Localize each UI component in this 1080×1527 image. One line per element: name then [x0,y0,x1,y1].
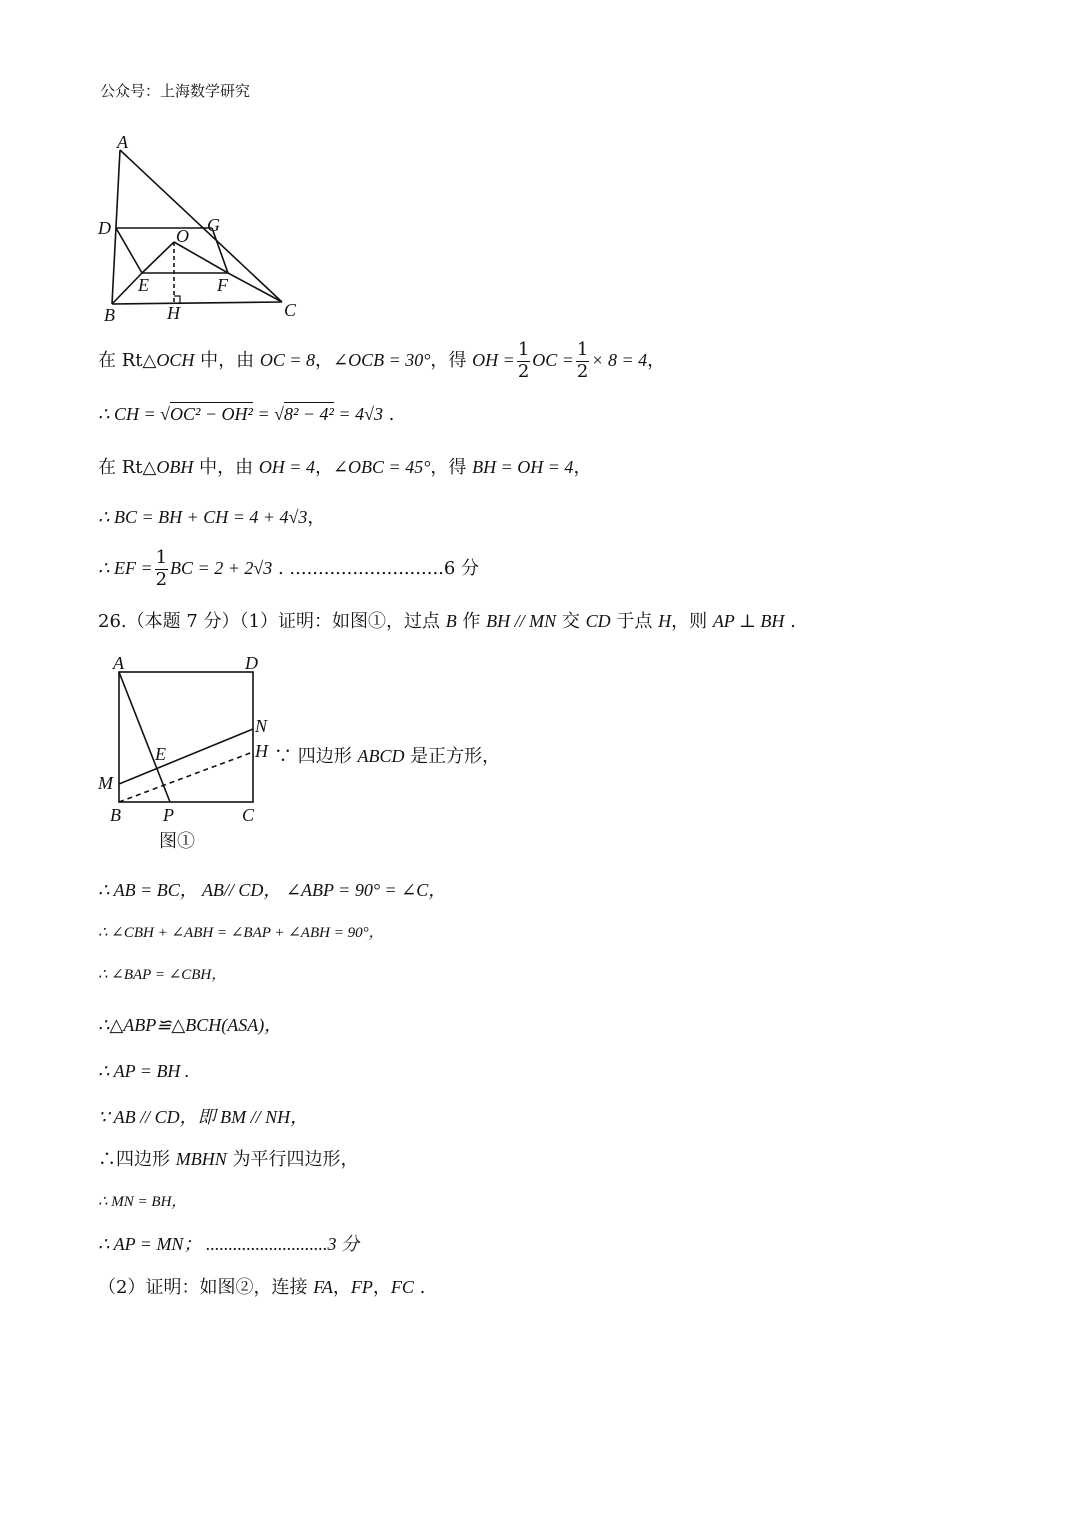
text: 中，由 [194,350,260,372]
text: ， [314,350,333,372]
math: ∴ BC = BH + CH = 4 + 4√3 [98,507,308,527]
segment-eo [142,242,174,273]
math: MBHN [175,1149,227,1169]
proof2-step3: ∴ ∠BAP = ∠CBH， [98,967,227,983]
text: ∴四边形 [98,1149,176,1170]
math: × 8 = 4 [591,350,648,371]
proof1-line4 [98,503,325,529]
segment-bh-dashed [119,752,253,802]
text: ， [573,457,592,478]
math: OC = 8 [259,350,315,371]
label-e: E [138,275,149,295]
math: H [658,611,672,631]
math: ABCD [357,746,405,766]
label-b: B [104,305,115,325]
text: 在 Rt△ [98,457,157,478]
text: 于点 [610,611,659,632]
proof1-line3 [98,453,591,479]
denominator: 2 [517,360,530,382]
text: ，则 [671,611,713,632]
denominator: 2 [576,360,589,382]
numerator: 1 [155,547,168,568]
label-g: G [207,215,220,235]
math: OH = 4 [258,457,315,477]
math: OC = [532,350,574,371]
numerator: 1 [517,339,530,360]
math: ∴ CH = √ [98,404,170,424]
label-d: D [245,653,258,673]
math: = 4√3 [333,404,383,424]
text: 中，由 [193,457,259,478]
label-p: P [163,805,174,825]
proof2-step2: ∴ ∠CBH + ∠ABH = ∠BAP + ∠ABH = 90°， [98,925,384,941]
text: ， [314,457,333,478]
text: ， [332,1277,351,1298]
math: BH // MN [486,611,557,631]
proof2-step9: ∴ AP = MN； ...........................3 分 [98,1234,359,1254]
math: BH = OH = 4 [472,457,574,477]
label-c: C [242,805,255,825]
math: CD [585,611,611,631]
numerator: 1 [576,339,589,360]
math: B [445,611,457,631]
label-d: D [98,218,111,238]
math: ∠OCB = 30° [332,350,431,371]
proof2-step6: ∵ AB // CD，即 BM // NH， [98,1107,309,1127]
math: FC [390,1277,414,1297]
proof2-step4: ∴△ABP≌△BCH(ASA)， [98,1015,283,1035]
text: ， [372,1277,391,1298]
text: 26.（本题 7 分）（1）证明：如图①，过点 [98,611,446,632]
label-h: H [255,741,268,761]
text: . [413,1277,426,1298]
math: BC = 2 + 2√3 [170,558,273,579]
text: ， [307,507,326,528]
text: . [784,611,796,632]
text: ， [647,350,666,372]
label-e: E [155,744,166,764]
math: FA [313,1277,333,1297]
segment-bc [112,302,282,304]
radicand: OC² − OH² [169,404,253,424]
fraction-half-3 [155,548,168,590]
figure-caption: 图① [159,831,195,851]
text: 交 [556,611,586,632]
fraction-half-2 [576,340,589,382]
proof1-line5 [98,548,479,590]
text: . ...........................6 分 [272,558,480,580]
text: 作 [456,611,487,632]
proof1-line2 [98,404,394,425]
math: ∴ EF = [98,558,153,579]
text: 是正方形， [404,746,501,767]
math: OH = [472,350,515,371]
source-header: 公众号：上海数学研究 [100,82,251,100]
text: ，得 [430,350,473,372]
proof1-line1 [98,340,665,382]
proof2-step10 [98,1273,425,1299]
figure2-side-text [274,742,500,768]
text: （2）证明：如图②，连接 [98,1277,314,1298]
proof2-step5: ∴ AP = BH . [98,1061,190,1081]
segment-mn [119,729,253,784]
math: = √ [252,404,284,424]
label-c: C [284,300,297,320]
radicand: 8² − 4² [283,404,334,424]
segment-ab [112,150,120,304]
segment-ap [119,672,170,802]
label-b: B [110,805,121,825]
denominator: 2 [155,568,168,590]
fraction-half [517,340,530,382]
text: ∵ 四边形 [274,746,358,767]
text: . [382,404,395,425]
text: 在 Rt [98,350,143,372]
q26-intro [98,607,796,633]
label-a: A [113,653,124,673]
math: △OCH [142,350,195,371]
label-h: H [167,303,180,323]
label-o: O [176,226,189,246]
label-n: N [255,716,268,736]
proof2-step8: ∴ MN = BH， [98,1194,187,1210]
label-a: A [117,132,128,152]
segment-of [174,242,228,273]
figure-triangle [90,128,320,328]
proof2-step1: ∴ AB = BC， AB// CD， ∠ABP = 90° = ∠C， [98,880,447,900]
math: OBH [156,457,194,477]
math: ∠OBC = 45° [332,457,431,477]
label-m: M [98,773,113,793]
math: FP [350,1277,373,1297]
segment-de [116,228,142,273]
label-f: F [217,275,228,295]
text: 为平行四边形， [226,1149,359,1170]
math: AP ⊥ BH [712,611,785,631]
figure-square [95,650,295,860]
proof2-step7 [98,1145,358,1171]
text: ，得 [430,457,473,478]
